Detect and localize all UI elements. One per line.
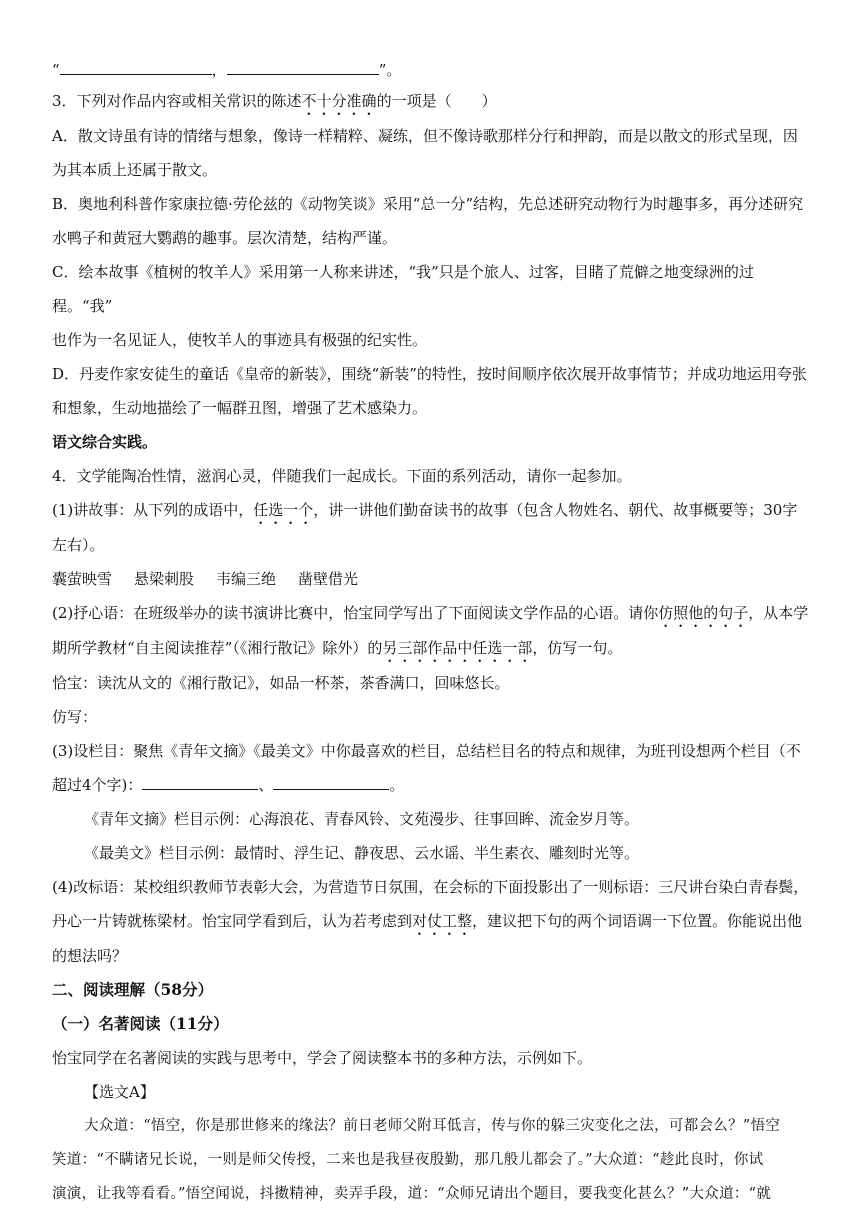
q4-part2-cont: 期所学教材“自主阅读推荐”（《湘行散记》除外）的另三部作品中任选一部，仿写一句。	[52, 639, 623, 657]
practice-heading: 语文综合实践。	[52, 433, 158, 451]
column-blank-1[interactable]	[142, 773, 258, 790]
idiom-item: 囊萤映雪	[52, 570, 113, 588]
emphasis-text: 对仗工整	[412, 912, 473, 930]
q3-option-d-cont: 和想象，生动地描绘了一幅群丑图，增强了艺术感染力。	[52, 399, 428, 417]
excerpt-line: 笑道：“不瞒诸兄长说，一则是师父传授，二来也是我昼夜殷勤，那几般儿都会了。”大众道：“趁此良时，你试	[52, 1152, 764, 1168]
emphasis-text: 不十分准确	[301, 92, 377, 110]
q4-part3: (3)设栏目：聚焦《青年文摘》《最美文》中你最喜欢的栏目，总结栏目名的特点和规律，为班刊设想两个栏目（不	[52, 742, 801, 760]
q4-part3-example-1: 《青年文摘》栏目示例：心海浪花、青春风铃、文苑漫步、往事回眸、流金岁月等。	[84, 810, 640, 828]
q4-part4-cont: 丹心一片铸就栋梁材。怡宝同学看到后，认为若考虑到对仗工整，建议把下句的两个词语调一下位置。你能说出他	[52, 912, 803, 930]
excerpt-line: 大众道：“悟空，你是那世修来的缘法？前日老师父附耳低言，传与你的躲三灾变化之法，可都会么？”悟空	[84, 1118, 781, 1134]
idiom-item: 韦编三绝	[216, 570, 277, 588]
q3-option-c: C．绘本故事《植树的牧羊人》采用第一人称来讲述，“我”只是个旅人、过客，目睹了荒僻之地变绿洲的过程。“我”	[52, 263, 754, 315]
column-blank-2[interactable]	[273, 773, 389, 790]
q3-option-b: B．奥地利科普作家康拉德·劳伦兹的《动物笑谈》采用“总一分”结构，先总述研究动物行为时趣事多，再分述研究	[52, 195, 804, 213]
q4-part2: (2)抒心语：在班级举办的读书演讲比赛中，怡宝同学写出了下面阅读文学作品的心语。请你仿照他的句子，从本学	[52, 604, 809, 622]
q4-part4: (4)改标语：某校组织教师节表彰大会，为营造节日氛围，在会标的下面投影出了一则标语：三尺讲台染白青春鬓，	[52, 878, 809, 896]
q4-part1-cont: 左右）。	[52, 536, 105, 554]
q4-part4-cont2: 的想法吗？	[52, 947, 128, 965]
answer-blank-1[interactable]	[60, 58, 212, 75]
emphasis-text: 仿照他的句子	[658, 604, 749, 622]
q4-part2-example: 恰宝：读沈从文的《湘行散记》，如品一杯茶，茶香满口，回味悠长。	[52, 674, 510, 692]
excerpt-line: 演演，让我等看看。”悟空闻说，抖擞精神，卖弄手段，道：“众师兄请出个题目，要我变化甚么？”大众道：“就	[52, 1186, 772, 1202]
q3-option-c-cont: 也作为一名见证人，使牧羊人的事迹具有极强的纪实性。	[52, 331, 428, 349]
q3-stem: 3．下列对作品内容或相关常识的陈述不十分准确的一项是（ ）	[52, 92, 497, 110]
intro-text: 怡宝同学在名著阅读的实践与思考中，学会了阅读整本书的多种方法，示例如下。	[52, 1049, 593, 1067]
q3-option-a-cont: 为其本质上还属于散文。	[52, 161, 218, 179]
excerpt-label: 【选文A】	[84, 1083, 155, 1101]
idiom-item: 凿壁借光	[298, 570, 359, 588]
q3-option-b-cont: 水鸭子和黄冠大鹦鹉的趣事。层次清楚，结构严谨。	[52, 229, 398, 247]
q4-part1: (1)讲故事：从下列的成语中，任选一个，讲一讲他们勤奋读书的故事（包含人物姓名、朝代、故事概要等；30字	[52, 501, 798, 519]
q4-part3-cont: 超过4个字)： 、 。	[52, 768, 812, 802]
q3-option-d: D．丹麦作家安徒生的童话《皇帝的新装》，围绕“新装”的特性，按时间顺序依次展开故事情节；并成功地运用夸张	[52, 365, 807, 383]
document-page	[52, 56, 812, 1211]
q4-stem: 4．文学能陶冶性情，滋润心灵，伴随我们一起成长。下面的系列活动，请你一起参加。	[52, 467, 632, 485]
answer-line: “ ， ”。	[52, 56, 812, 84]
emphasis-text: 另三部作品中任选一部	[382, 639, 533, 657]
q4-part3-example-2: 《最美文》栏目示例：最情时、浮生记、静夜思、云水谣、半生素衣、雕刻时光等。	[84, 844, 640, 862]
subsection-heading: （一）名著阅读（11分）	[52, 1014, 229, 1033]
answer-blank-2[interactable]	[227, 58, 379, 75]
emphasis-text: 任选一个	[253, 501, 314, 519]
section-heading: 二、阅读理解（58分）	[52, 980, 214, 999]
idiom-item: 悬梁刺股	[134, 570, 195, 588]
idiom-list	[52, 562, 812, 596]
q4-part2-imitate: 仿写：	[52, 708, 98, 726]
q3-option-a: A．散文诗虽有诗的情绪与想象，像诗一样精粹、凝练，但不像诗歌那样分行和押韵，而是以散文的形式呈现，因	[52, 127, 798, 145]
